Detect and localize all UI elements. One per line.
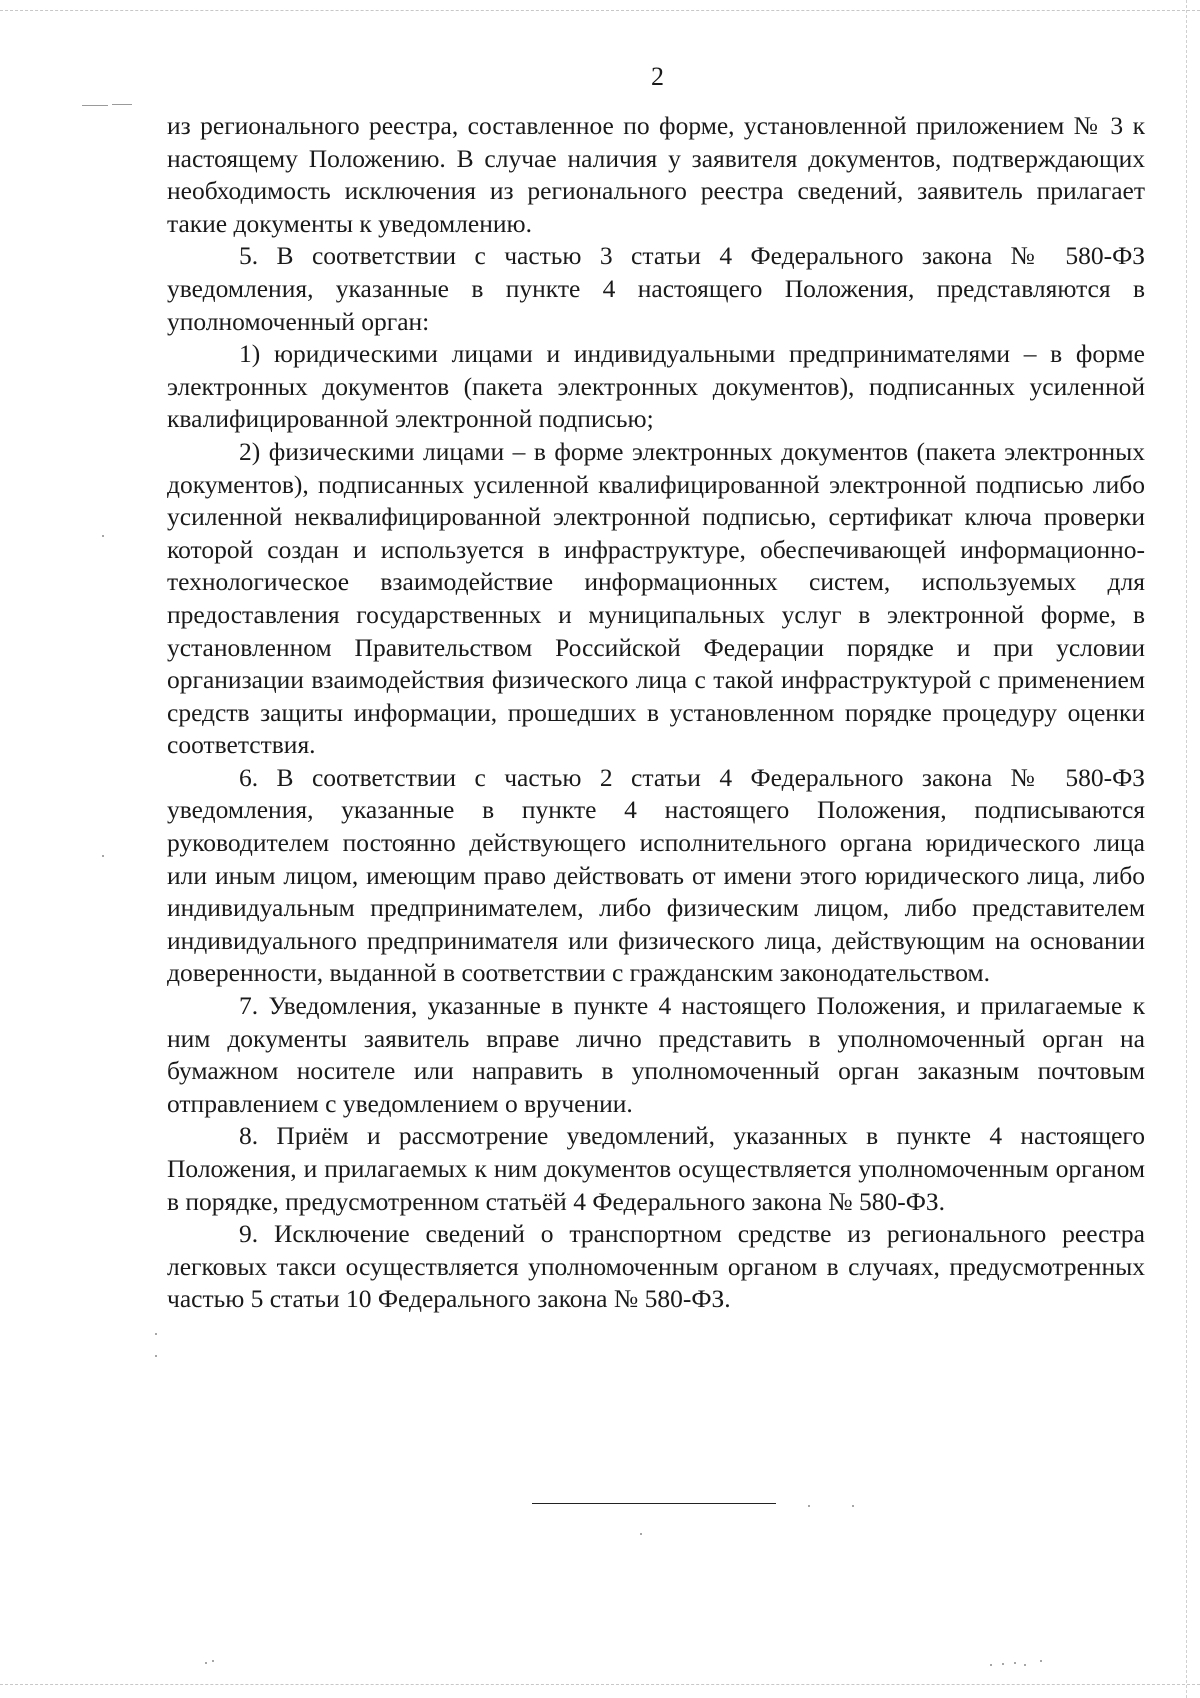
- scan-speck: [102, 535, 104, 537]
- paragraph-item-7: 7. Уведомления, указанные в пункте 4 настоящего Положения, и прилагаемые к ним документы заявитель вправе лично представить в уполномоченный орган на бумажном носителе или направить в уполномоченный орган заказным почтовым отправлением с уведомлением о вручении.: [167, 991, 1145, 1118]
- closing-rule: [532, 1503, 776, 1504]
- scan-speck: [1014, 1662, 1016, 1664]
- scan-right-edge: [1186, 0, 1187, 1698]
- scan-speck: [155, 1333, 157, 1335]
- scan-speck: [102, 855, 104, 857]
- scan-speck: [852, 1505, 854, 1507]
- scan-speck: [808, 1505, 810, 1507]
- page-number: 2: [651, 62, 664, 91]
- scan-mark: [82, 105, 108, 106]
- scan-speck: [1002, 1663, 1004, 1665]
- scan-speck: [155, 1355, 157, 1357]
- scan-bottom-edge: [0, 1684, 1200, 1685]
- subparagraph-2: 2) физическими лицами – в форме электронных документов (пакета электронных документов), подписанных усиленной квалифицированной электронной подписью либо усиленной неквалифицированной электронной подписью, сертификат ключа проверки которой создан и используется в инфраструктуре, обеспечивающей информационно-технологическое взаимодействие информационных систем, используемых для предоставления государственных и муниципальных услуг в электронной форме, в установленном Правительством Российской Федерации порядке и при условии организации взаимодействия физического лица с такой инфраструктурой с применением средств защиты информации, прошедших в установленном порядке процедуру оценки соответствия.: [167, 436, 1145, 760]
- scan-speck: [640, 1533, 642, 1535]
- paragraph-continued: из регионального реестра, составленное по форме, установленной приложением № 3 к настоящему Положению. В случае наличия у заявителя документов, подтверждающих необходимость исключения из регионального реестра сведений, заявитель прилагает такие документы к уведомлению.: [167, 111, 1145, 238]
- scan-speck: [205, 1662, 207, 1664]
- scan-mark: [112, 104, 132, 105]
- paragraph-item-5: 5. В соответствии с частью 3 статьи 4 Федерального закона № 580-ФЗ уведомления, указанные в пункте 4 настоящего Положения, представляются в уполномоченный орган:: [167, 241, 1145, 336]
- paragraph-item-9: 9. Исключение сведений о транспортном средстве из регионального реестра легковых такси осуществляется уполномоченным органом в случаях, предусмотренных частью 5 статьи 10 Федерального закона № 580-ФЗ.: [167, 1219, 1145, 1314]
- scan-speck: [212, 1660, 214, 1662]
- scan-speck: [1024, 1664, 1026, 1666]
- paragraph-item-8: 8. Приём и рассмотрение уведомлений, указанных в пункте 4 настоящего Положения, и прилагаемых к ним документов осуществляется уполномоченным органом в порядке, предусмотренном статьёй 4 Федерального закона № 580-ФЗ.: [167, 1121, 1145, 1216]
- paragraph-item-6: 6. В соответствии с частью 2 статьи 4 Федерального закона № 580-ФЗ уведомления, указанные в пункте 4 настоящего Положения, подписываются руководителем постоянно действующего исполнительного органа юридического лица или иным лицом, имеющим право действовать от имени этого юридического лица, либо индивидуальным предпринимателем, либо физическим лицом, либо представителем индивидуального предпринимателя или физического лица, действующим на основании доверенности, выданной в соответствии с гражданским законодательством.: [167, 762, 1145, 988]
- scan-top-edge: [0, 10, 1200, 11]
- scan-speck: [990, 1664, 992, 1666]
- subparagraph-1: 1) юридическими лицами и индивидуальными предпринимателями – в форме электронных документов (пакета электронных документов), подписанных усиленной квалифицированной электронной подписью;: [167, 339, 1145, 434]
- document-body: [167, 110, 1145, 1316]
- scan-speck: [1040, 1660, 1042, 1662]
